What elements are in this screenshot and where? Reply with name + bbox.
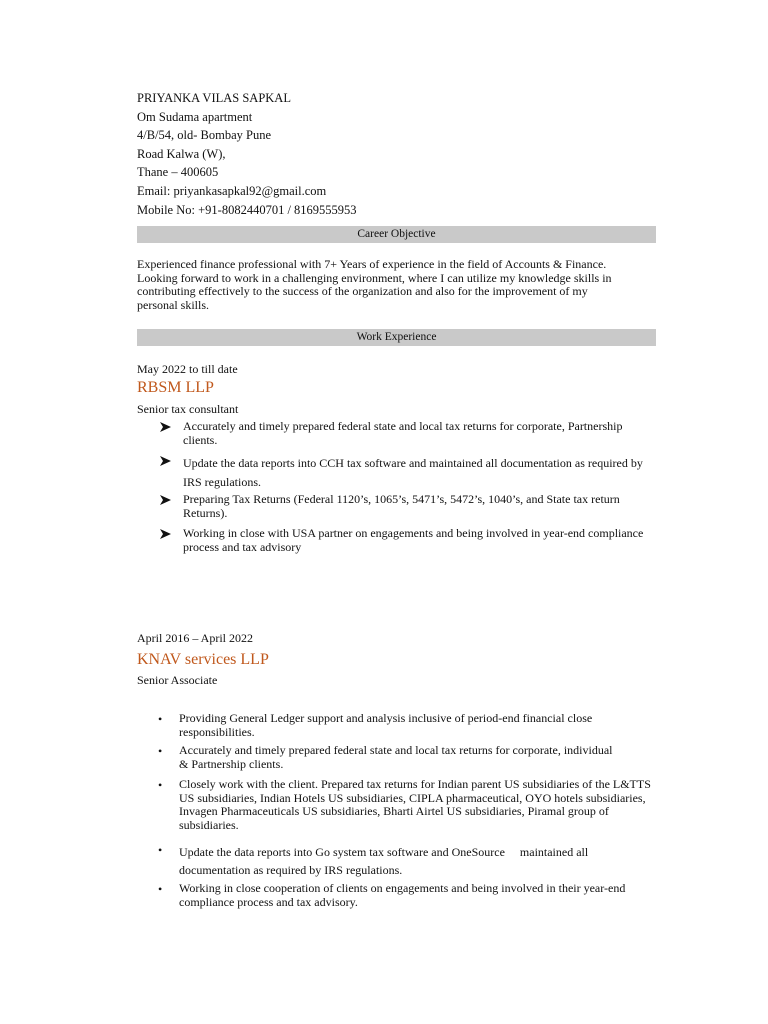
bullet-text: Preparing Tax Returns (Federal 1120’s, 1065’s, 5471’s, 5472’s, 1040’s, and State tax return Returns). — [183, 492, 620, 520]
job-2-company: KNAV services LLP — [137, 651, 269, 668]
job-2-dates: April 2016 – April 2022 — [137, 631, 253, 645]
bullet-text: Update the data reports into CCH tax software and maintained all documentation as required by IRS regulations. — [183, 456, 643, 489]
bullet-text: Accurately and timely prepared federal state and local tax returns for corporate, individual & Partnership clients. — [179, 743, 613, 771]
bullet-text: Update the data reports into Go system tax software and OneSource maintained all documentation as required by IRS regulations. — [179, 845, 592, 877]
career-objective-heading: Career Objective — [137, 226, 656, 243]
address-line-4: Thane – 400605 — [137, 165, 219, 179]
bullet-text: Working in close cooperation of clients on engagements and being involved in their year-end compliance process and tax advisory. — [179, 881, 626, 909]
address-line-2: 4/B/54, old- Bombay Pune — [137, 128, 272, 142]
arrow-bullet-icon — [160, 422, 171, 432]
work-experience-heading: Work Experience — [137, 329, 656, 346]
bullet-dot-icon: • — [158, 712, 163, 726]
candidate-name: PRIYANKA VILAS SAPKAL — [137, 91, 291, 105]
address-line-3: Road Kalwa (W), — [137, 147, 226, 161]
arrow-bullet-icon — [160, 495, 171, 505]
bullet-text: Accurately and timely prepared federal state and local tax returns for corporate, Partnership clients. — [183, 419, 623, 447]
bullet-dot-icon: • — [158, 744, 163, 758]
bullet-text: Providing General Ledger support and analysis inclusive of period-end financial close responsibilities. — [179, 711, 593, 739]
arrow-bullet-icon — [160, 456, 171, 466]
career-objective-text: Experienced finance professional with 7+ Years of experience in the field of Accounts & Finance. Looking forward to work in a challenging environment, where I can utilize my knowledge skills in contributing effectively to the success of the organization and also for the improvement of my personal skills. — [137, 257, 612, 312]
arrow-bullet-icon — [160, 529, 171, 539]
job-2-role: Senior Associate — [137, 673, 218, 687]
job-1-company: RBSM LLP — [137, 379, 214, 396]
job-1-role: Senior tax consultant — [137, 402, 239, 416]
bullet-dot-icon: • — [158, 843, 163, 857]
address-line-1: Om Sudama apartment — [137, 110, 253, 124]
bullet-text: Closely work with the client. Prepared tax returns for Indian parent US subsidiaries of the L&TTS US subsidiaries, Indian Hotels US subsidiaries, CIPLA pharmaceutical, OYO hotels subsidiaries, Invagen Pharmaceuticals US subsidiaries, Bharti Airtel US subsidiaries, Piramal group of subsidiaries. — [179, 777, 651, 832]
bullet-dot-icon: • — [158, 778, 163, 792]
email-line: Email: priyankasapkal92@gmail.com — [137, 184, 327, 198]
job-1-dates: May 2022 to till date — [137, 362, 238, 376]
mobile-line: Mobile No: +91-8082440701 / 8169555953 — [137, 203, 357, 217]
bullet-text: Working in close with USA partner on engagements and being involved in year-end compliance process and tax advisory — [183, 526, 644, 554]
bullet-dot-icon: • — [158, 882, 163, 896]
